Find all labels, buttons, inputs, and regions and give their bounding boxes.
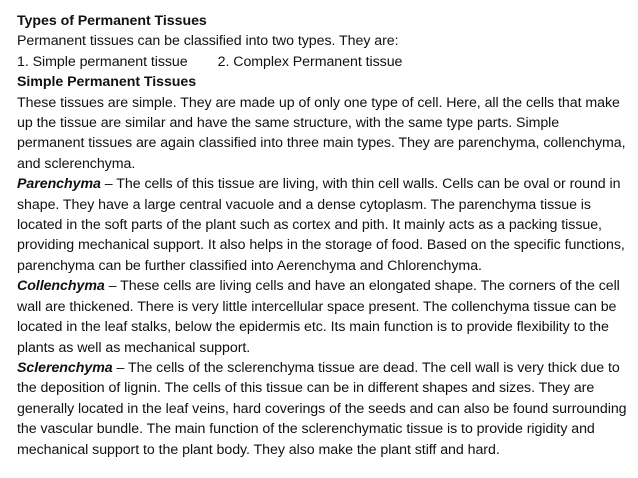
section-heading-simple: Simple Permanent Tissues: [17, 74, 197, 91]
sclerenchyma-term: Sclerenchyma: [17, 359, 113, 376]
simple-description: These tissues are simple. They are made up of only one type of cell. Here, all the cells that make up the tissue are similar and have the same structure, with the same type parts. Simple permanent tissues are again classified into three main types. They are parenchyma, collenchyma, and sclerenchyma.: [17, 94, 626, 172]
collenchyma-term: Collenchyma: [17, 278, 105, 295]
page-heading: Types of Permanent Tissues: [17, 13, 207, 29]
type-item-complex: 2. Complex Permanent tissue: [217, 53, 403, 70]
collenchyma-text: – These cells are living cells and have an elongated shape. The corners of the cell wall are thickened. There is very little intercellular space present. The collenchyma tissue can be located in the leaf stalks, below the epidermis etc. Its main function is to provide flexibility to the plants as well as mechanical support.: [17, 278, 620, 356]
collenchyma-paragraph: [17, 276, 628, 358]
intro-text: Permanent tissues can be classified into two types. They are:: [17, 33, 399, 50]
sclerenchyma-paragraph: [17, 358, 628, 460]
parenchyma-text: – The cells of this tissue are living, with thin cell walls. Cells can be oval or round in shape. They have a large central vacuole and a dense cytoplasm. The parenchyma tissue is located in the soft parts of the plant such as cortex and pith. It mainly acts as a packing tissue, providing mechanical support. It also helps in the storage of food. Based on the specific functions, parenchyma can be further classified into Aerenchyma and Chlorenchyma.: [17, 176, 625, 274]
parenchyma-paragraph: [17, 174, 628, 276]
parenchyma-term: Parenchyma: [17, 176, 101, 193]
types-list: [17, 52, 628, 72]
type-item-simple: 1. Simple permanent tissue: [17, 53, 188, 70]
sclerenchyma-text: – The cells of the sclerenchyma tissue are dead. The cell wall is very thick due to the deposition of lignin. The cells of this tissue can be in different shapes and sizes. They are generally located in the leaf veins, hard coverings of the seeds and can also be found surrounding the vascular bundle. The main function of the sclerenchymatic tissue is to provide rigidity and mechanical support to the plant body. They also make the plant stiff and hard.: [17, 359, 627, 458]
